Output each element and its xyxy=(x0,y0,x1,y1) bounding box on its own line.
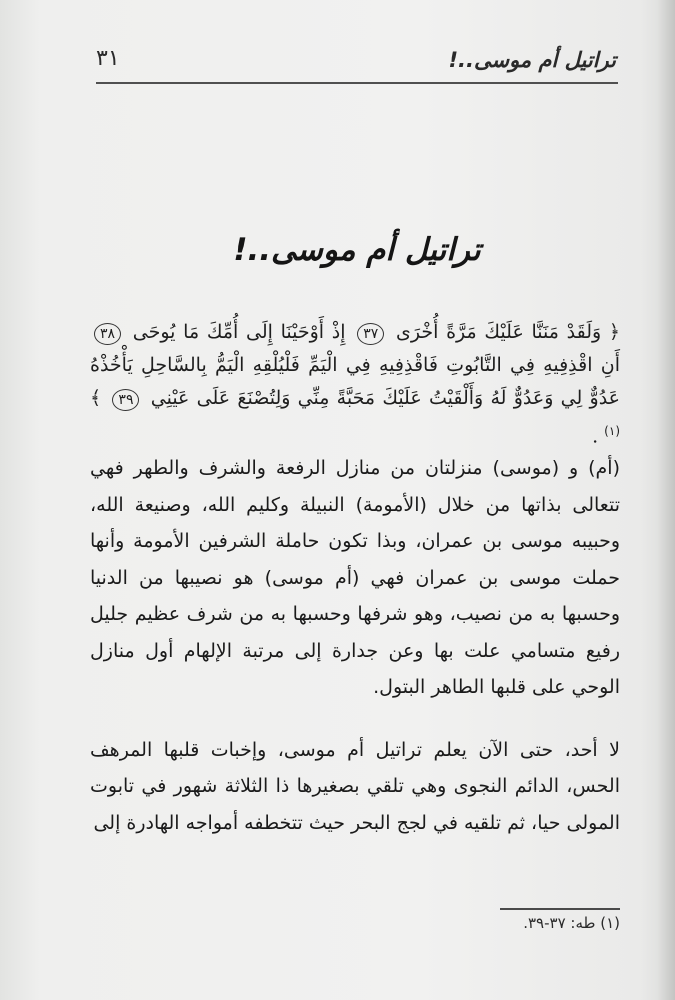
verse-close-bracket: ﴾ xyxy=(90,387,102,409)
paragraph: لا أحد، حتى الآن يعلم تراتيل أم موسى، وإخبات قلبها المرهف الحس، الدائم النجوى وهي تلقي بصغيرها ذا الثلاثة شهور في تابوت المولى حيا، ثم تلقيه في لجج البحر حيث تتخطفه أمواجه الهادرة إلى xyxy=(90,738,620,834)
page-edge-shadow xyxy=(657,0,675,1000)
footnote: (١) طه: ٣٧-٣٩. xyxy=(523,914,620,932)
ayah-number-marker: ٣٨ xyxy=(94,323,121,345)
verse-part-1: وَلَقَدْ مَنَنَّا عَلَيْكَ مَرَّةً أُخْرَى xyxy=(396,321,602,343)
page-header xyxy=(96,40,616,80)
footnote-rule xyxy=(500,908,620,910)
verse-part-3: أَنِ اقْذِفِيهِ فِي التَّابُوتِ فَاقْذِفِيهِ فِي الْيَمِّ فَلْيُلْقِهِ الْيَمُّ بِالسَّاحِلِ يَأْخُذْهُ عَدُوٌّ لِي وَعَدُوٌّ لَهُ وَأَلْقَيْتُ عَلَيْكَ مَحَبَّةً مِنِّي وَلِتُصْنَعَ عَلَى عَيْنِي xyxy=(90,354,621,409)
page-number: ٣١ xyxy=(96,46,120,71)
ayah-number-marker: ٣٧ xyxy=(357,323,384,345)
footnote-reference: (١) xyxy=(604,424,620,438)
header-rule xyxy=(96,82,618,84)
verse-part-2: إِذْ أَوْحَيْنَا إِلَى أُمِّكَ مَا يُوحَى xyxy=(132,321,346,343)
paragraph: (أم) و (موسى) منزلتان من منازل الرفعة والشرف والطهر فهي تتعالى بذاتها من خلال (الأمومة) النبيلة وكليم الله، وصنيعة الله، وحبيبه موسى بن عمران، وبذا تكون حاملة الشرفين الأمومة وأنها حملت موسى بن عمران فهي (أم موسى) هو نصيبها من الدنيا وحسبها به من نصيب، وهو شرفها وحسبها به من شرف عظيم جليل رفيع متسامي علت بها وعن جدارة إلى مرتبة الإلهام أول منازل الوحي على قلبها الطاهر البتول. xyxy=(90,457,620,698)
quran-verse xyxy=(90,316,620,453)
verse-end-period: . xyxy=(592,425,599,448)
body-text xyxy=(90,450,620,841)
verse-open-bracket: ﴿ xyxy=(608,321,621,343)
running-title: تراتيل أم موسى..! xyxy=(448,48,616,72)
chapter-title: تراتيل أم موسى..! xyxy=(233,232,481,268)
ayah-number-marker: ٣٩ xyxy=(112,389,139,411)
